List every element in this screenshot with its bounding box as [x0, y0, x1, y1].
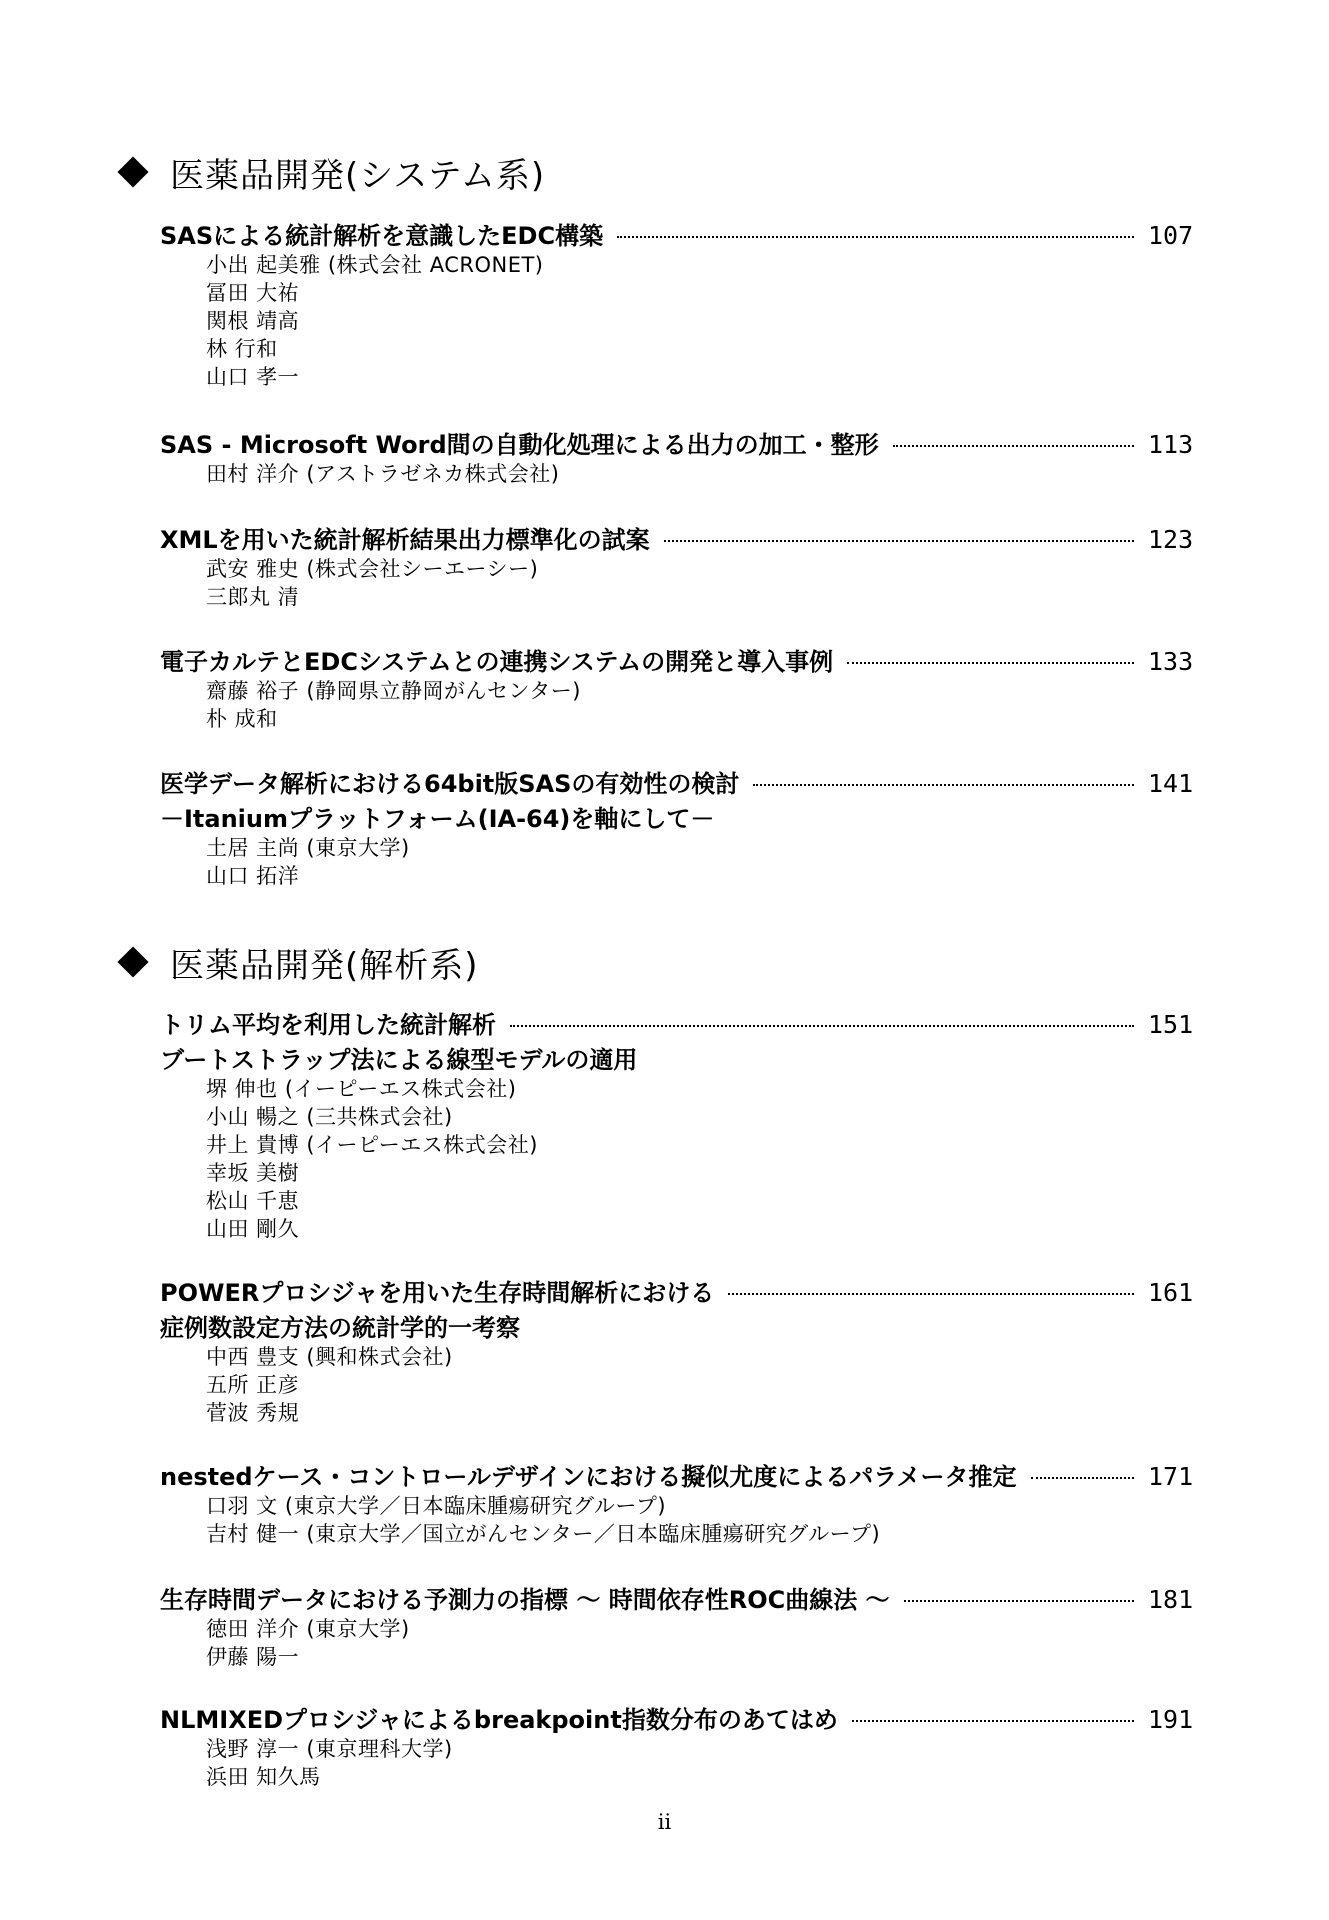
dot-leader — [510, 1025, 1134, 1027]
author-list — [206, 1075, 1192, 1243]
entry-title[interactable]: 医学データ解析における64bit版SASの有効性の検討 — [160, 770, 740, 798]
author-list — [206, 555, 1192, 611]
author: 朴 成和 — [206, 707, 278, 731]
entry-title[interactable]: POWERプロシジャを用いた生存時間解析における — [160, 1279, 715, 1307]
dot-leader — [852, 1720, 1134, 1722]
toc-entry[interactable] — [160, 1700, 1192, 1791]
author: 浜田 知久馬 — [206, 1765, 321, 1789]
section-header — [118, 936, 1198, 988]
page-number[interactable]: 161 — [1148, 1278, 1194, 1307]
diamond-bullet-icon — [117, 156, 148, 187]
toc-entry[interactable] — [160, 425, 1192, 488]
toc-entry[interactable] — [160, 1005, 1192, 1243]
entry-title[interactable]: トリム平均を利用した統計解析 — [160, 1011, 496, 1039]
author: 浅野 淳一 (東京理科大学) — [206, 1737, 453, 1761]
author: 小出 起美雅 (株式会社 ACRONET) — [206, 253, 544, 277]
author: 五所 正彦 — [206, 1373, 300, 1397]
section-title: 医薬品開発(解析系) — [170, 945, 479, 986]
dot-leader — [847, 662, 1134, 664]
page-number[interactable]: 123 — [1148, 525, 1194, 554]
author-list — [206, 1615, 1192, 1671]
author: 山口 拓洋 — [206, 864, 300, 888]
author: 井上 貴博 (イーピーエス株式会社) — [206, 1133, 538, 1157]
page-number[interactable]: 113 — [1148, 430, 1194, 459]
author: 山口 孝一 — [206, 365, 300, 389]
toc-entry[interactable] — [160, 642, 1192, 733]
author: 齋藤 裕子 (静岡県立静岡がんセンター) — [206, 679, 581, 703]
entry-subtitle[interactable]: －Itaniumプラットフォーム(IA-64)を軸にして－ — [160, 805, 715, 833]
dot-leader — [728, 1293, 1134, 1295]
author: 林 行和 — [206, 337, 278, 361]
section-header — [118, 146, 1198, 198]
author: 徳田 洋介 (東京大学) — [206, 1617, 410, 1641]
dot-leader — [753, 784, 1134, 786]
author-list — [206, 1492, 1192, 1548]
dot-leader — [617, 236, 1134, 238]
toc-entry[interactable] — [160, 520, 1192, 611]
author-list — [206, 677, 1192, 733]
dot-leader — [1031, 1477, 1135, 1479]
author: 山田 剛久 — [206, 1217, 300, 1241]
toc-entry[interactable] — [160, 764, 1192, 890]
author: 伊藤 陽一 — [206, 1645, 300, 1669]
author: 松山 千恵 — [206, 1189, 300, 1213]
page-number[interactable]: 181 — [1148, 1585, 1194, 1614]
author: 武安 雅史 (株式会社シーエーシー) — [206, 557, 539, 581]
entry-title[interactable]: nestedケース・コントロールデザインにおける擬似尤度によるパラメータ推定 — [160, 1463, 1017, 1491]
author: 口羽 文 (東京大学／日本臨床腫瘍研究グループ) — [206, 1494, 667, 1518]
author-list — [206, 1343, 1192, 1427]
page-number[interactable]: 151 — [1148, 1010, 1194, 1039]
author-list — [206, 834, 1192, 890]
author-list — [206, 1735, 1192, 1791]
entry-subtitle[interactable]: 症例数設定方法の統計学的一考察 — [160, 1314, 520, 1342]
toc-entry[interactable] — [160, 1273, 1192, 1427]
toc-entry[interactable] — [160, 1580, 1192, 1671]
entry-title[interactable]: 電子カルテとEDCシステムとの連携システムの開発と導入事例 — [160, 648, 834, 676]
author: 吉村 健一 (東京大学／国立がんセンター／日本臨床腫瘍研究グループ) — [206, 1522, 881, 1546]
section-title: 医薬品開発(システム系) — [170, 155, 546, 196]
author: 堺 伸也 (イーピーエス株式会社) — [206, 1077, 517, 1101]
author-list — [206, 460, 1192, 488]
page-number[interactable]: 107 — [1148, 221, 1194, 250]
diamond-bullet-icon — [117, 946, 148, 977]
dot-leader — [664, 540, 1134, 542]
page-number[interactable]: 191 — [1148, 1705, 1194, 1734]
entry-title[interactable]: NLMIXEDプロシジャによるbreakpoint指数分布のあてはめ — [160, 1706, 838, 1734]
author: 関根 靖高 — [206, 309, 300, 333]
author: 菅波 秀規 — [206, 1401, 300, 1425]
author: 小山 暢之 (三共株式会社) — [206, 1105, 453, 1129]
author: 田村 洋介 (アストラゼネカ株式会社) — [206, 462, 560, 486]
author: 中西 豊支 (興和株式会社) — [206, 1345, 453, 1369]
entry-title[interactable]: SASによる統計解析を意識したEDC構築 — [160, 222, 604, 250]
entry-title[interactable]: SAS - Microsoft Word間の自動化処理による出力の加工・整形 — [160, 431, 879, 459]
page-folio: ii — [657, 1810, 672, 1834]
author: 三郎丸 清 — [206, 585, 300, 609]
author: 冨田 大祐 — [206, 281, 300, 305]
page-number[interactable]: 133 — [1148, 647, 1194, 676]
toc-entry[interactable] — [160, 1457, 1192, 1548]
author: 土居 主尚 (東京大学) — [206, 836, 410, 860]
entry-title[interactable]: 生存時間データにおける予測力の指標 ～ 時間依存性ROC曲線法 ～ — [160, 1586, 890, 1614]
dot-leader — [904, 1600, 1134, 1602]
author: 幸坂 美樹 — [206, 1161, 300, 1185]
toc-entry[interactable] — [160, 216, 1192, 391]
author-list — [206, 251, 1192, 391]
dot-leader — [893, 445, 1134, 447]
page-number[interactable]: 141 — [1148, 769, 1194, 798]
entry-subtitle[interactable]: ブートストラップ法による線型モデルの適用 — [160, 1046, 638, 1074]
entry-title[interactable]: XMLを用いた統計解析結果出力標準化の試案 — [160, 526, 650, 554]
page-number[interactable]: 171 — [1148, 1462, 1194, 1491]
